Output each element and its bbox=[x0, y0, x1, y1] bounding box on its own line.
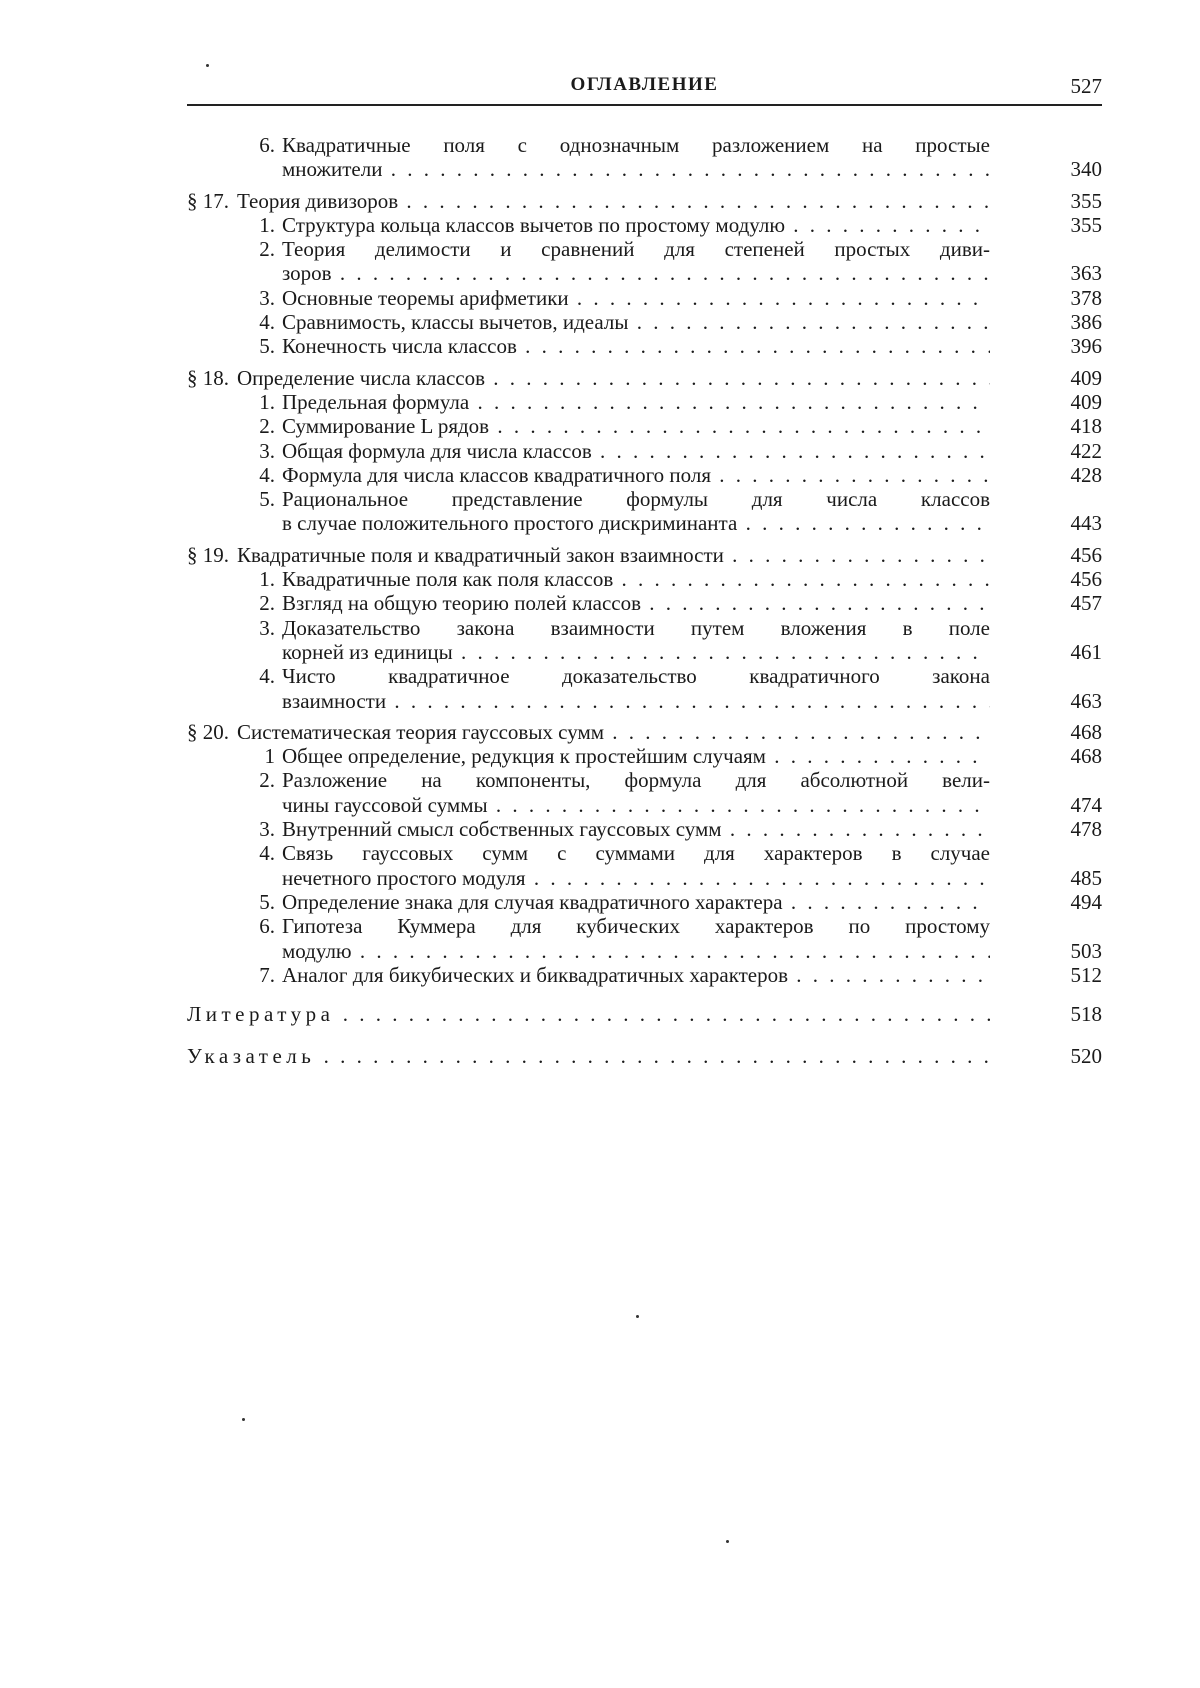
toc-entry-number: 3. bbox=[187, 817, 275, 841]
toc-page-number: 355 bbox=[1042, 213, 1102, 237]
toc-entry-row[interactable] bbox=[187, 817, 1102, 841]
toc-page-number: 468 bbox=[1042, 744, 1102, 768]
scan-speck bbox=[636, 1315, 639, 1318]
toc-entry-number: 4. bbox=[187, 463, 275, 487]
toc-entry-title: Квадратичные поля как поля классов . . . bbox=[282, 567, 990, 591]
toc-entry-row[interactable] bbox=[187, 664, 1102, 688]
toc-entry-row[interactable] bbox=[187, 640, 1102, 664]
toc-entry-number: 3. bbox=[187, 286, 275, 310]
toc-entry-title: Указатель . . . bbox=[187, 1041, 990, 1071]
toc-page-number: 409 bbox=[1042, 390, 1102, 414]
toc-entry-row[interactable] bbox=[187, 334, 1102, 358]
toc-entry-title: Квадратичные поля с однозначным разложением на простые bbox=[282, 133, 990, 157]
toc-page-number: 474 bbox=[1042, 793, 1102, 817]
toc-entry-title: чины гауссовой суммы . . . bbox=[282, 793, 990, 817]
toc-page-number: 396 bbox=[1042, 334, 1102, 358]
toc-section-row[interactable] bbox=[187, 366, 1102, 390]
toc-entry-row[interactable] bbox=[187, 286, 1102, 310]
toc-entry-row[interactable] bbox=[187, 310, 1102, 334]
toc-entry-title: Сравнимость, классы вычетов, идеалы . . . bbox=[282, 310, 990, 334]
toc-entry-row[interactable] bbox=[187, 890, 1102, 914]
toc-entry-number: 3. bbox=[187, 439, 275, 463]
toc-section-row[interactable] bbox=[187, 543, 1102, 567]
toc-page-number: 355 bbox=[1042, 189, 1102, 213]
toc-section-row[interactable] bbox=[187, 720, 1102, 744]
toc-entry-title: Гипотеза Куммера для кубических характеров по простому bbox=[282, 914, 990, 938]
toc-section-number: § 20. bbox=[187, 720, 229, 744]
toc-entry-number: 3. bbox=[187, 616, 275, 640]
toc-entry-row[interactable] bbox=[187, 439, 1102, 463]
toc-entry-title: Связь гауссовых сумм с суммами для характеров в случае bbox=[282, 841, 990, 865]
toc-entry-title: Предельная формула . . . bbox=[282, 390, 990, 414]
toc-entry-number: 2. bbox=[187, 591, 275, 615]
header-page-number: 527 bbox=[1071, 74, 1103, 99]
toc-entry-title: зоров . . . bbox=[282, 261, 990, 285]
toc-page-number: 422 bbox=[1042, 439, 1102, 463]
toc-page-number: 461 bbox=[1042, 640, 1102, 664]
toc-entry-row[interactable] bbox=[187, 133, 1102, 157]
toc-page-number: 494 bbox=[1042, 890, 1102, 914]
toc-page-number: 518 bbox=[1042, 999, 1102, 1029]
toc-page-number: 478 bbox=[1042, 817, 1102, 841]
toc-entry-number: 1. bbox=[187, 567, 275, 591]
toc-entry-title: Основные теоремы арифметики . . . bbox=[282, 286, 990, 310]
toc-entry-number: 5. bbox=[187, 890, 275, 914]
table-of-contents bbox=[187, 133, 1102, 1071]
toc-entry-row[interactable] bbox=[187, 567, 1102, 591]
toc-entry-row[interactable] bbox=[187, 689, 1102, 713]
toc-entry-number: 4. bbox=[187, 664, 275, 688]
toc-page-number: 443 bbox=[1042, 511, 1102, 535]
toc-section-number: § 17. bbox=[187, 189, 229, 213]
toc-entry-row[interactable] bbox=[187, 213, 1102, 237]
toc-entry-row[interactable] bbox=[187, 841, 1102, 865]
toc-page-number: 485 bbox=[1042, 866, 1102, 890]
toc-page-number: 409 bbox=[1042, 366, 1102, 390]
toc-section-number: § 19. bbox=[187, 543, 229, 567]
toc-page-number: 520 bbox=[1042, 1041, 1102, 1071]
toc-entry-number: 1. bbox=[187, 213, 275, 237]
toc-entry-title: в случае положительного простого дискриминанта . . . bbox=[282, 511, 990, 535]
toc-entry-row[interactable] bbox=[187, 511, 1102, 535]
toc-page-number: 468 bbox=[1042, 720, 1102, 744]
toc-entry-number: 2. bbox=[187, 237, 275, 261]
toc-entry-number: 6. bbox=[187, 914, 275, 938]
toc-entry-title: Структура кольца классов вычетов по простому модулю . . . bbox=[282, 213, 990, 237]
toc-entry-number: 1 bbox=[187, 744, 275, 768]
toc-entry-title: Формула для числа классов квадратичного поля . . . bbox=[282, 463, 990, 487]
toc-entry-row[interactable] bbox=[187, 591, 1102, 615]
toc-entry-row[interactable] bbox=[187, 237, 1102, 261]
toc-entry-number: 5. bbox=[187, 334, 275, 358]
toc-entry-number: 5. bbox=[187, 487, 275, 511]
toc-entry-row[interactable] bbox=[187, 866, 1102, 890]
toc-entry-title: Общая формула для числа классов . . . bbox=[282, 439, 990, 463]
toc-entry-title: Внутренний смысл собственных гауссовых сумм . . . bbox=[282, 817, 990, 841]
header-rule bbox=[187, 104, 1102, 106]
toc-entry-row[interactable] bbox=[187, 157, 1102, 181]
toc-page-number: 503 bbox=[1042, 939, 1102, 963]
toc-entry-number: 4. bbox=[187, 841, 275, 865]
toc-entry-row[interactable] bbox=[187, 261, 1102, 285]
toc-entry-title: Доказательство закона взаимности путем вложения в поле bbox=[282, 616, 990, 640]
toc-page-number: 512 bbox=[1042, 963, 1102, 987]
toc-entry-number: 7. bbox=[187, 963, 275, 987]
toc-entry-number: 1. bbox=[187, 390, 275, 414]
scan-speck bbox=[242, 1418, 245, 1421]
scan-speck bbox=[206, 64, 209, 67]
toc-page-number: 418 bbox=[1042, 414, 1102, 438]
toc-entry-number: 2. bbox=[187, 768, 275, 792]
toc-entry-title: Чисто квадратичное доказательство квадратичного закона bbox=[282, 664, 990, 688]
toc-entry-title: Литература . . . bbox=[187, 999, 990, 1029]
toc-entry-row[interactable] bbox=[187, 616, 1102, 640]
toc-entry-title: взаимности . . . bbox=[282, 689, 990, 713]
toc-entry-title: Теория дивизоров . . . bbox=[237, 189, 990, 213]
toc-entry-row[interactable] bbox=[187, 793, 1102, 817]
toc-page-number: 340 bbox=[1042, 157, 1102, 181]
toc-entry-row[interactable] bbox=[187, 744, 1102, 768]
toc-entry-row[interactable] bbox=[187, 768, 1102, 792]
toc-entry-title: Теория делимости и сравнений для степеней простых диви- bbox=[282, 237, 990, 261]
toc-entry-row[interactable] bbox=[187, 914, 1102, 938]
toc-entry-title: нечетного простого модуля . . . bbox=[282, 866, 990, 890]
toc-page-number: 463 bbox=[1042, 689, 1102, 713]
toc-entry-row[interactable] bbox=[187, 963, 1102, 987]
toc-entry-title: Определение знака для случая квадратичного характера . . . bbox=[282, 890, 990, 914]
toc-page-number: 428 bbox=[1042, 463, 1102, 487]
toc-entry-title: Квадратичные поля и квадратичный закон взаимности . . . bbox=[237, 543, 990, 567]
toc-page-number: 456 bbox=[1042, 567, 1102, 591]
toc-backmatter-row[interactable] bbox=[187, 1041, 1102, 1071]
toc-entry-title: Конечность числа классов . . . bbox=[282, 334, 990, 358]
toc-entry-title: модулю . . . bbox=[282, 939, 990, 963]
toc-section-row[interactable] bbox=[187, 189, 1102, 213]
toc-entry-title: Суммирование L рядов . . . bbox=[282, 414, 990, 438]
toc-page-number: 378 bbox=[1042, 286, 1102, 310]
toc-entry-title: корней из единицы . . . bbox=[282, 640, 990, 664]
toc-page-number: 457 bbox=[1042, 591, 1102, 615]
toc-entry-title: Систематическая теория гауссовых сумм . . . bbox=[237, 720, 990, 744]
toc-page-number: 386 bbox=[1042, 310, 1102, 334]
toc-entry-title: Аналог для бикубических и биквадратичных характеров . . . bbox=[282, 963, 990, 987]
toc-entry-title: Общее определение, редукция к простейшим случаям . . . bbox=[282, 744, 990, 768]
toc-entry-row[interactable] bbox=[187, 463, 1102, 487]
toc-entry-row[interactable] bbox=[187, 390, 1102, 414]
toc-entry-title: Взгляд на общую теорию полей классов . . . bbox=[282, 591, 990, 615]
toc-entry-row[interactable] bbox=[187, 414, 1102, 438]
toc-entry-title: Рациональное представление формулы для числа классов bbox=[282, 487, 990, 511]
toc-backmatter-row[interactable] bbox=[187, 999, 1102, 1029]
toc-entry-number: 6. bbox=[187, 133, 275, 157]
toc-entry-number: 2. bbox=[187, 414, 275, 438]
toc-entry-title: Определение числа классов . . . bbox=[237, 366, 990, 390]
toc-entry-row[interactable] bbox=[187, 487, 1102, 511]
toc-page-number: 363 bbox=[1042, 261, 1102, 285]
running-header bbox=[187, 74, 1102, 104]
toc-entry-title: Разложение на компоненты, формула для абсолютной вели- bbox=[282, 768, 990, 792]
header-title: ОГЛАВЛЕНИЕ bbox=[187, 74, 1102, 96]
toc-page-number: 456 bbox=[1042, 543, 1102, 567]
book-page bbox=[0, 0, 1200, 1688]
toc-entry-number: 4. bbox=[187, 310, 275, 334]
scan-speck bbox=[726, 1540, 729, 1543]
toc-section-number: § 18. bbox=[187, 366, 229, 390]
toc-entry-title: множители . . . bbox=[282, 157, 990, 181]
toc-entry-row[interactable] bbox=[187, 939, 1102, 963]
